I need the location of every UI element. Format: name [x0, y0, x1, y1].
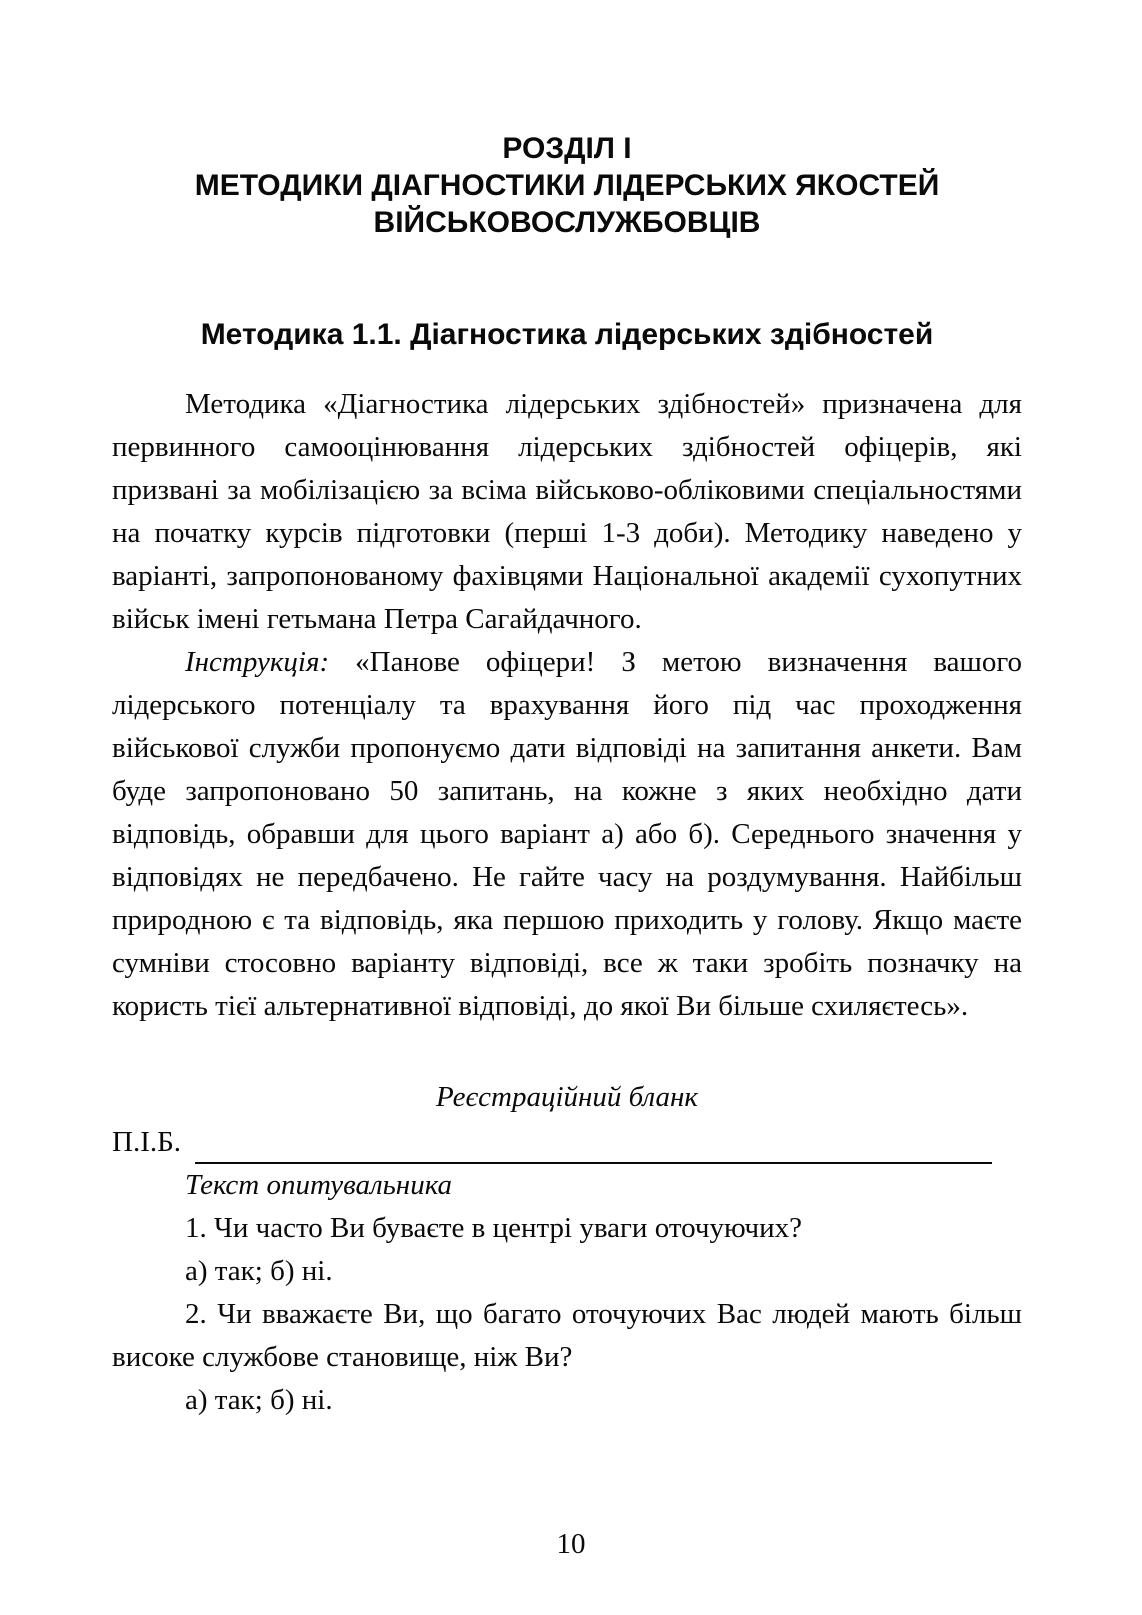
instruction-text: «Панове офіцери! З метою визначення вашого лідерського потенціалу та врахування його під час проходження військової служби пропонуємо дати відповіді на запитання анкети. Вам буде запропоновано 50 запитань, на кожне з яких необхідно дати відповідь, обравши для цього варіант а) або б). Середнього значення у відповідях не передбачено. Не гайте часу на роздумування. Найбільш природною є та відповідь, яка першою приходить у голову. Якщо маєте сумніви стосовно варіанту відповіді, все ж таки зробіть позначку на користь тієї альтернативної відповіді, до якої Ви більше схиляєтесь». [112, 646, 1023, 1022]
page-number: 10 [556, 1528, 586, 1560]
question-1-text: Чи часто Ви буваєте в центрі уваги оточуючих? [214, 1212, 802, 1244]
chapter-title-line-2: МЕТОДИКИ ДІАГНОСТИКИ ЛІДЕРСЬКИХ ЯКОСТЕЙ [194, 169, 940, 202]
question-2-number: 2. [185, 1298, 207, 1330]
section-heading: Методика 1.1. Діагностика лідерських здібностей [200, 318, 934, 351]
chapter-title-line-1: РОЗДІЛ І [502, 132, 632, 165]
question-1-answers: а) так; б) ні. [185, 1255, 333, 1287]
question-2 [112, 1293, 1022, 1379]
instruction-paragraph [112, 641, 1022, 1028]
name-field-row [112, 1121, 1022, 1164]
chapter-title [112, 130, 1022, 241]
name-input-line [195, 1128, 992, 1164]
instruction-label: Інструкція: [185, 646, 330, 678]
page-content [112, 0, 1022, 1422]
question-1-number: 1. [185, 1212, 207, 1244]
chapter-title-line-3: ВІЙСЬКОВОСЛУЖБОВЦІВ [373, 206, 761, 239]
questionnaire-title: Текст опитувальника [185, 1169, 453, 1201]
body-text [112, 383, 1022, 1028]
intro-paragraph: Методика «Діагностика лідерських здібностей» призначена для первинного самооцінювання лідерських здібностей офіцерів, які призвані за мобілізацією за всіма військово-обліковими спеціальностями на початку курсів підготовки (перші 1-3 доби). Методику наведено у варіанті, запропонованому фахівцями Національної академії сухопутних військ імені гетьмана Петра Сагайдачного. [112, 388, 1022, 635]
registration-form-title: Реєстраційний бланк [435, 1081, 698, 1113]
question-2-answers: а) так; б) ні. [185, 1384, 333, 1416]
question-1 [112, 1207, 1022, 1250]
name-field-label: П.І.Б. [112, 1126, 182, 1158]
question-2-text: Чи вважаєте Ви, що багато оточуючих Вас людей мають більш високе службове становище, ніж Ви? [112, 1298, 1022, 1373]
